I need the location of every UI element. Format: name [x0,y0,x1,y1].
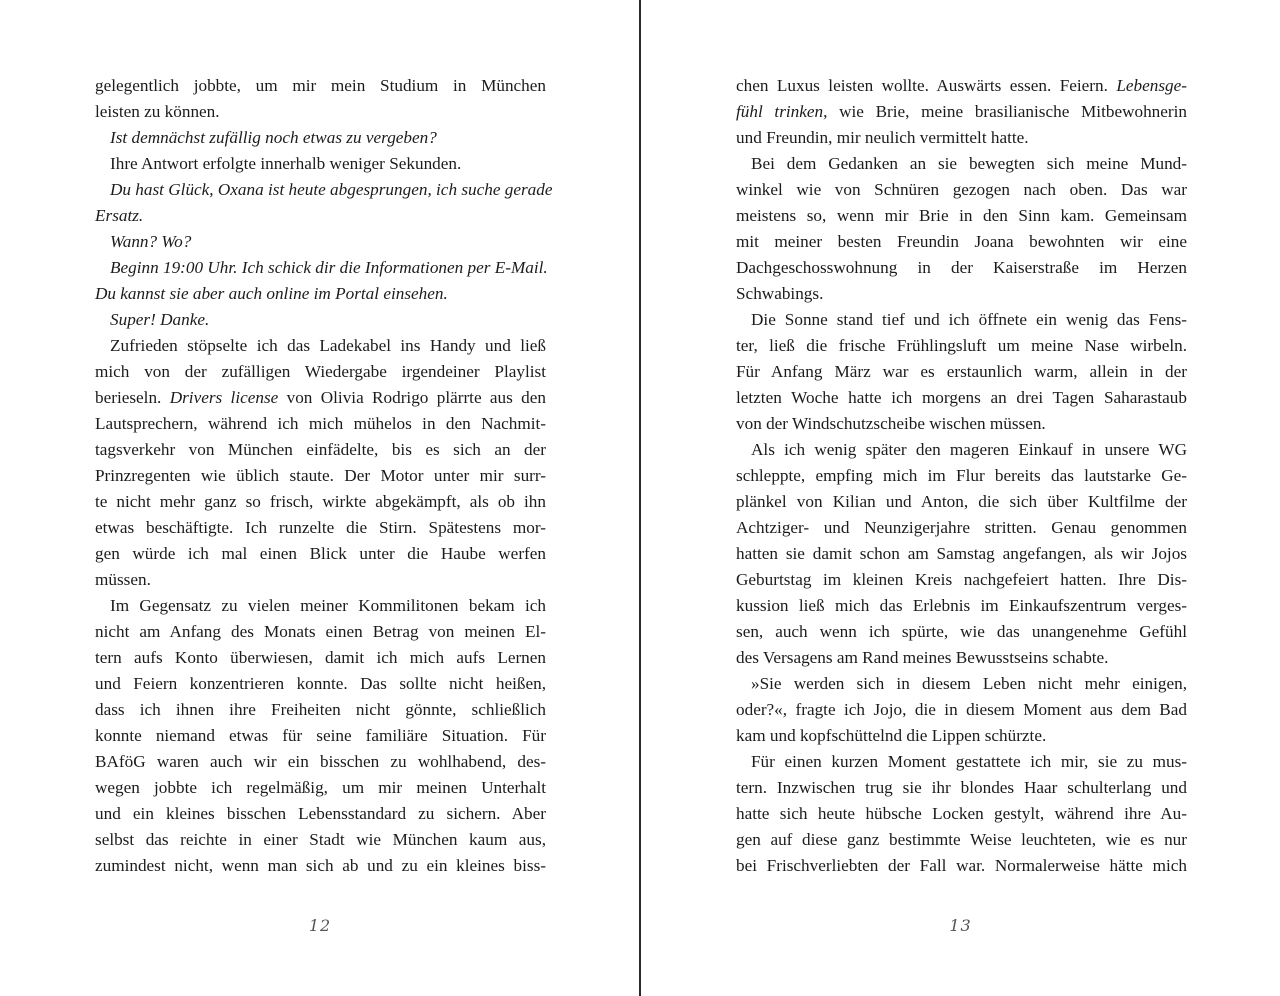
left-page-text [95,73,553,879]
text-line: Ist demnächst zufällig noch etwas zu vergeben? [110,128,437,147]
text-segment: chen Luxus leisten wollte. Auswärts essen. Feiern. [736,76,1117,95]
text-line: Für Anfang März war es erstaunlich warm, allein in der [736,362,1187,381]
right-page-text [736,73,1187,879]
text-line: Achtziger- und Neunzigerjahre stritten. Genau genommen [736,518,1187,537]
text-segment: von Olivia Rodrigo plärrte aus den [278,388,546,407]
text-line: schleppte, empfing mich im Flur bereits das lautstarke Ge- [736,466,1187,485]
text-line: Beginn 19:00 Uhr. Ich schick dir die Informationen per E-Mail. [110,258,548,277]
text-line: ter, ließ die frische Frühlingsluft um meine Nase wirbeln. [736,336,1187,355]
text-line: BAföG waren auch wir ein bisschen zu wohlhabend, des- [95,752,546,771]
text-line: und Feiern konzentrieren konnte. Das sollte nicht heißen, [95,674,546,693]
right-page [641,0,1280,996]
text-line: meistens so, wenn mir Brie in den Sinn kam. Gemeinsam [736,206,1187,225]
text-line: sen, auch wenn ich spürte, wie das unangenehme Gefühl [736,622,1187,641]
text-line: Prinzregenten wie üblich staute. Der Motor unter mir surr- [95,466,546,485]
text-line: tagsverkehr von München einfädelte, bis es sich an der [95,440,546,459]
text-line: leisten zu können. [95,102,220,121]
text-line: winkel wie von Schnüren gezogen nach oben. Das war [736,180,1187,199]
text-line [736,99,1187,125]
text-line: Geburtstag im kleinen Kreis nachgefeiert hatten. Ihre Dis- [736,570,1187,589]
text-line: kussion ließ mich das Erlebnis im Einkaufszentrum verges- [736,596,1187,615]
text-line: Bei dem Gedanken an sie bewegten sich meine Mund- [751,154,1187,173]
text-line: Lautsprechern, während ich mich mühelos in den Nachmit- [95,414,546,433]
text-line: plänkel von Kilian und Anton, die sich über Kultfilme der [736,492,1187,511]
text-line: dass ich ihnen ihre Freiheiten nicht gönnte, schließlich [95,700,546,719]
text-line: Schwabings. [736,284,824,303]
text-line: Du kannst sie aber auch online im Portal einsehen. [95,284,448,303]
text-line [95,385,546,411]
text-line: Die Sonne stand tief und ich öffnete ein wenig das Fens- [751,310,1187,329]
text-line: hatte sich heute hübsche Locken gestylt, während ihre Au- [736,804,1187,823]
text-line: kam und kopfschüttelnd die Lippen schürzte. [736,726,1047,745]
text-line: zumindest nicht, wenn man sich ab und zu ein kleines biss- [95,856,546,875]
text-line: Im Gegensatz zu vielen meiner Kommilitonen bekam ich [110,596,546,615]
song-title: Drivers license [169,388,279,407]
text-segment: berieseln. [95,388,170,407]
text-line: gen auf diese ganz bestimmte Weise leuchteten, wie es nur [736,830,1187,849]
text-line: te nicht mehr ganz so frisch, wirkte abgekämpft, als ob ihn [95,492,546,511]
text-line [736,73,1187,99]
text-line: Ihre Antwort erfolgte innerhalb weniger Sekunden. [110,154,462,173]
text-line: Für einen kurzen Moment gestattete ich mir, sie zu mus- [751,752,1187,771]
text-line: letzten Woche hatte ich morgens an drei Tagen Saharastaub [736,388,1187,407]
text-line: Zufrieden stöpselte ich das Ladekabel ins Handy und ließ [110,336,546,355]
page-number-left: 12 [308,916,332,935]
text-line: hatten sie damit schon am Samstag angefangen, als wir Jojos [736,544,1187,563]
text-line: und Freundin, mir neulich vermittelt hatte. [736,128,1029,147]
text-line: »Sie werden sich in diesem Leben nicht mehr einigen, [751,674,1187,693]
text-line: Super! Danke. [110,310,210,329]
text-line: Du hast Glück, Oxana ist heute abgesprungen, ich suche gerade [110,180,553,199]
text-line: Dachgeschosswohnung in der Kaiserstraße im Herzen [736,258,1187,277]
text-line: tern aufs Konto überwiesen, damit ich mich aufs Lernen [95,648,546,667]
italic-segment: fühl trinken [736,102,824,121]
text-line: oder?«, fragte ich Jojo, die in diesem Moment aus dem Bad [736,700,1187,719]
text-line: Als ich wenig später den mageren Einkauf in unsere WG [751,440,1187,459]
text-line: bei Frischverliebten der Fall war. Normalerweise hätte mich [736,856,1187,875]
text-line: Wann? Wo? [110,232,192,251]
text-line: konnte niemand etwas für seine familiäre Situation. Für [95,726,546,745]
text-line: selbst das reichte in einer Stadt wie München kaum aus, [95,830,546,849]
text-line: Ersatz. [95,206,144,225]
text-line: gelegentlich jobbte, um mir mein Studium in München [95,76,546,95]
text-line: gen würde ich mal einen Blick unter die Haube werfen [95,544,546,563]
text-line: mit meiner besten Freundin Joana bewohnten wir eine [736,232,1187,251]
text-line: und ein kleines bisschen Lebensstandard zu sichern. Aber [95,804,546,823]
text-line: müssen. [95,570,151,589]
text-line: des Versagens am Rand meines Bewusstseins schabte. [736,648,1109,667]
italic-segment: Lebensge- [1116,76,1187,95]
text-line: wegen jobbte ich regelmäßig, um mir meinen Unterhalt [95,778,546,797]
text-line: tern. Inzwischen trug sie ihr blondes Haar schulterlang und [736,778,1187,797]
text-segment: , wie Brie, meine brasilianische Mitbewohnerin [823,102,1187,121]
text-line: etwas beschäftigte. Ich runzelte die Stirn. Spätestens mor- [95,518,546,537]
text-line: mich von der zufälligen Wiedergabe irgendeiner Playlist [95,362,546,381]
text-line: nicht am Anfang des Monats einen Betrag von meinen El- [95,622,546,641]
page-number-right: 13 [949,916,972,935]
text-line: von der Windschutzscheibe wischen müssen. [736,414,1046,433]
